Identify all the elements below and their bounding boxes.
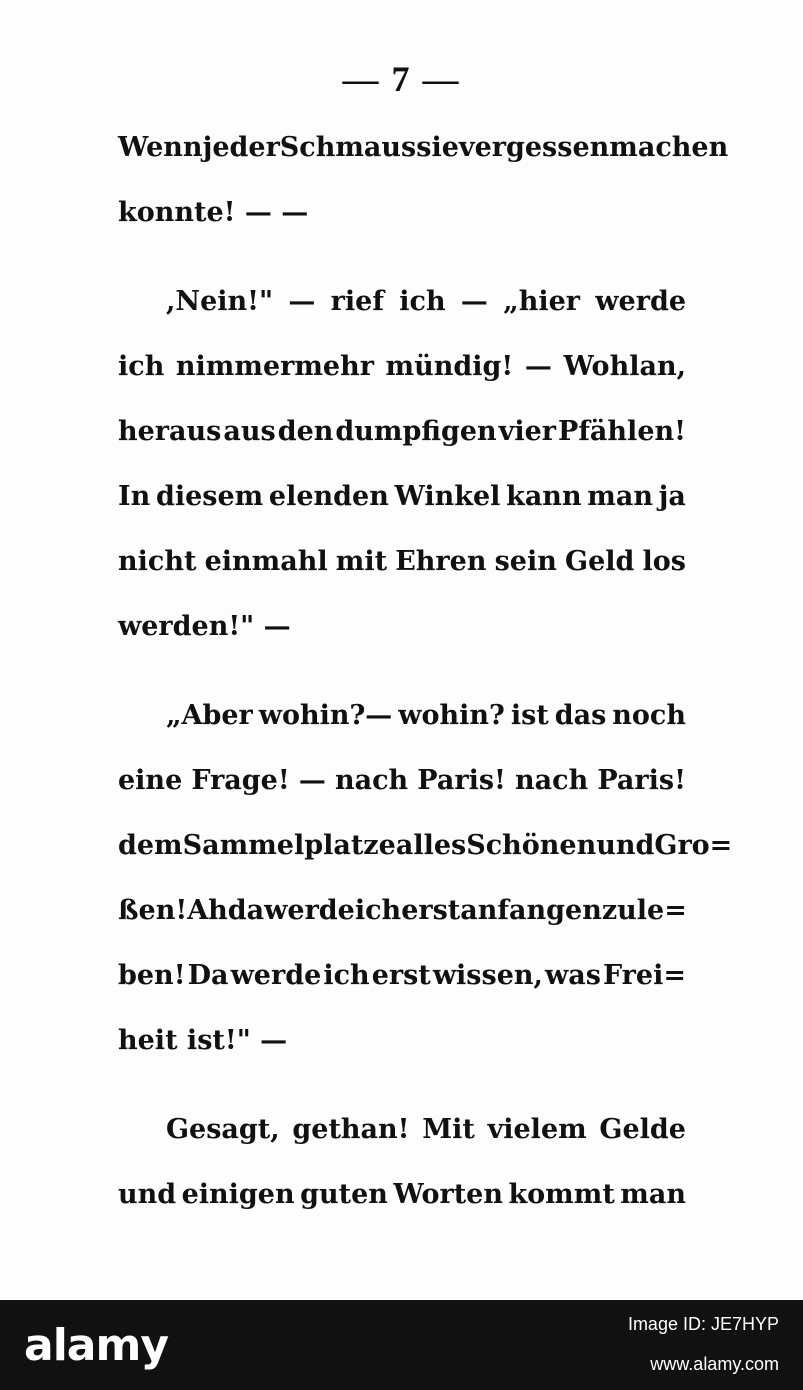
text-line: ben! Da werde ich erst wissen, was Frei=	[118, 960, 686, 991]
text-line: Gesagt, gethan! Mit vielem Gelde	[166, 1114, 686, 1145]
text-line: „Aber wohin?— wohin? ist das noch	[166, 700, 686, 731]
text-line: Wenn jeder Schmaus sie vergessen machen	[118, 132, 729, 163]
text-line: ich nimmermehr mündig! — Wohlan,	[118, 351, 686, 382]
text-line: dem Sammelplatze alles Schönen und Gro=	[118, 830, 733, 861]
text-line: ,Nein!" — rief ich — „hier werde	[166, 286, 686, 317]
image-id-label: Image ID: JE7HYP	[627, 1314, 779, 1334]
text-line: ßen! Ah da werde ich erst anfangen zu le=	[118, 895, 687, 926]
text-line: konnte! — —	[118, 197, 309, 228]
text-line: heit ist!" —	[118, 1025, 288, 1056]
text-line: eine Frage! — nach Paris! nach Paris!	[118, 765, 686, 796]
text-line: In diesem elenden Winkel kann man ja	[118, 481, 686, 512]
text-line: heraus aus den dumpfigen vier Pfählen!	[118, 416, 686, 447]
text-line: werden!" —	[118, 611, 291, 642]
body-text	[118, 128, 733, 1240]
site-url: www.alamy.com	[650, 1354, 779, 1374]
text-line: nicht einmahl mit Ehren sein Geld los	[118, 546, 686, 577]
text-line: und einigen guten Worten kommt man	[118, 1179, 686, 1210]
stock-photo-footer	[0, 1300, 803, 1390]
page-number: — 7 —	[342, 59, 461, 99]
alamy-logo: alamy	[24, 1320, 168, 1371]
